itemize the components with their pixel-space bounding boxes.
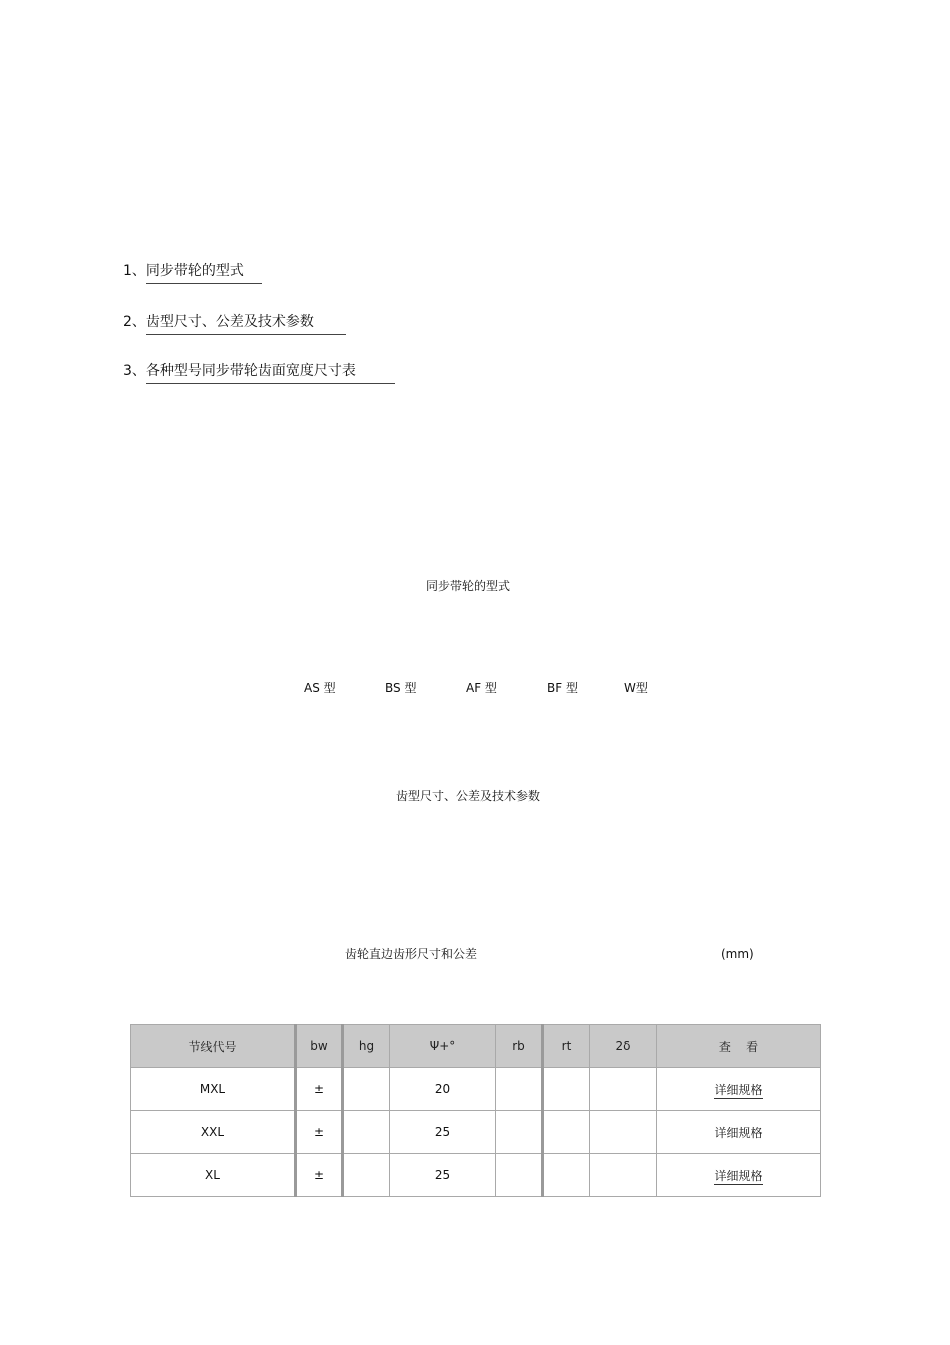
- header-psi: Ψ+°: [390, 1025, 496, 1068]
- cell-psi: 25: [390, 1111, 496, 1154]
- cell-rb: [496, 1111, 543, 1154]
- detail-spec-link[interactable]: 详细规格: [714, 1082, 763, 1097]
- header-rt: rt: [543, 1025, 590, 1068]
- header-view: 查 看: [657, 1025, 821, 1068]
- table-row: [131, 1154, 821, 1197]
- cell-view: [657, 1068, 821, 1111]
- unit-label: (mm): [721, 947, 754, 961]
- section-title-pulley-types: 同步带轮的型式: [425, 579, 510, 593]
- cell-delta: [590, 1111, 657, 1154]
- header-rb: rb: [496, 1025, 543, 1068]
- cell-delta: [590, 1068, 657, 1111]
- toc-link-tooth-profile[interactable]: 齿型尺寸、公差及技术参数: [146, 313, 346, 335]
- cell-rb: [496, 1068, 543, 1111]
- toc-item-1: [123, 262, 262, 284]
- cell-rt: [543, 1068, 590, 1111]
- cell-psi: 20: [390, 1068, 496, 1111]
- cell-code: MXL: [131, 1068, 296, 1111]
- cell-bw: ±: [296, 1154, 343, 1197]
- header-bw: bw: [296, 1025, 343, 1068]
- header-2delta: 2δ: [590, 1025, 657, 1068]
- section-title-tooth-profile: 齿型尺寸、公差及技术参数: [395, 789, 540, 803]
- table-header-row: [131, 1025, 821, 1068]
- table-row: [131, 1111, 821, 1154]
- cell-rt: [543, 1154, 590, 1197]
- detail-spec-link[interactable]: 详细规格: [714, 1125, 763, 1140]
- toc-link-types[interactable]: 同步带轮的型式: [146, 262, 262, 284]
- cell-code: XXL: [131, 1111, 296, 1154]
- pulley-type-list: [0, 679, 950, 695]
- table-row: [131, 1068, 821, 1111]
- pulley-type-bs: BS 型: [385, 681, 417, 695]
- toc-item-2: [123, 313, 346, 335]
- header-pitch-code: 节线代号: [131, 1025, 296, 1068]
- cell-rb: [496, 1154, 543, 1197]
- cell-hg: [343, 1154, 390, 1197]
- cell-view: [657, 1111, 821, 1154]
- cell-view: [657, 1154, 821, 1197]
- cell-hg: [343, 1111, 390, 1154]
- cell-delta: [590, 1154, 657, 1197]
- pulley-type-bf: BF 型: [547, 681, 578, 695]
- header-hg: hg: [343, 1025, 390, 1068]
- cell-bw: ±: [296, 1111, 343, 1154]
- cell-psi: 25: [390, 1154, 496, 1197]
- toc-item-3: [123, 362, 395, 384]
- pulley-type-af: AF 型: [466, 681, 497, 695]
- toc-number: 2、: [123, 314, 146, 330]
- detail-spec-link[interactable]: 详细规格: [714, 1168, 763, 1183]
- toc-number: 1、: [123, 263, 146, 279]
- cell-code: XL: [131, 1154, 296, 1197]
- pulley-type-as: AS 型: [304, 681, 336, 695]
- tooth-spec-table: [130, 1024, 821, 1197]
- table-caption: 齿轮直边齿形尺寸和公差: [345, 947, 478, 961]
- toc-number: 3、: [123, 363, 146, 379]
- cell-hg: [343, 1068, 390, 1111]
- toc-link-width-table[interactable]: 各种型号同步带轮齿面宽度尺寸表: [146, 362, 395, 384]
- cell-rt: [543, 1111, 590, 1154]
- cell-bw: ±: [296, 1068, 343, 1111]
- pulley-type-w: W型: [624, 681, 648, 695]
